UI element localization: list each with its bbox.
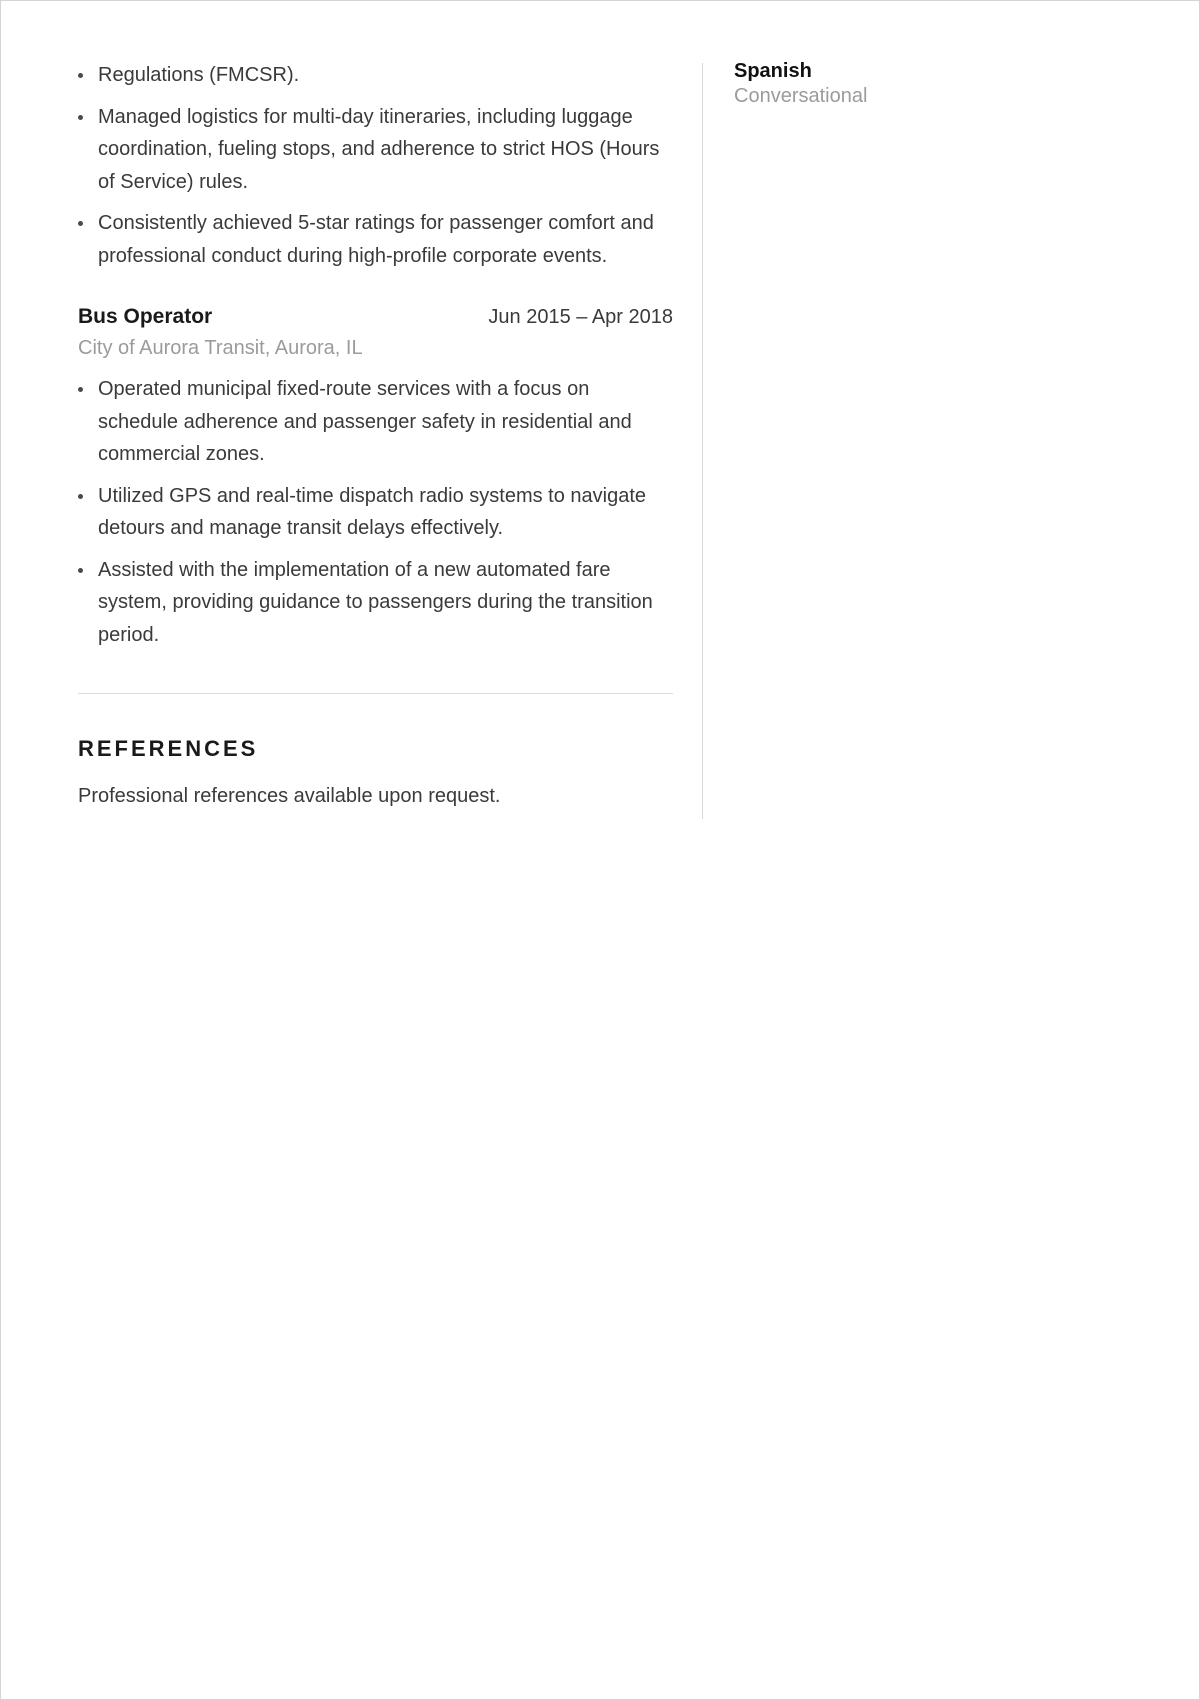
job-bullets	[78, 373, 673, 651]
language-name: Spanish	[734, 60, 812, 82]
previous-job-bullets	[78, 59, 673, 272]
job-entry-bus-operator	[78, 305, 673, 651]
bullet-item: Consistently achieved 5-star ratings for passenger comfort and professional conduct during high-profile corporate events.	[78, 207, 673, 272]
language-level: Conversational	[734, 85, 868, 107]
job-dates: Jun 2015 – Apr 2018	[488, 306, 673, 328]
bullet-item: Managed logistics for multi-day itineraries, including luggage coordination, fueling stops, and adherence to strict HOS (Hours of Service) rules.	[78, 101, 673, 199]
job-header	[78, 305, 673, 335]
bullet-item: Assisted with the implementation of a new automated fare system, providing guidance to passengers during the transition period.	[78, 554, 673, 652]
references-text: Professional references available upon request.	[78, 785, 501, 807]
language-entry	[734, 59, 1134, 109]
bullet-item: Utilized GPS and real-time dispatch radio systems to navigate detours and manage transit delays effectively.	[78, 480, 673, 545]
bullet-item: Regulations (FMCSR).	[78, 59, 673, 92]
column-divider	[702, 63, 703, 819]
section-divider	[78, 693, 673, 694]
job-title: Bus Operator	[78, 305, 213, 328]
side-column	[734, 59, 1134, 109]
references-heading: REFERENCES	[78, 736, 259, 761]
main-column	[78, 59, 673, 809]
job-employer: City of Aurora Transit, Aurora, IL	[78, 337, 363, 359]
bullet-item: Operated municipal fixed-route services with a focus on schedule adherence and passenger safety in residential and commercial zones.	[78, 373, 673, 471]
